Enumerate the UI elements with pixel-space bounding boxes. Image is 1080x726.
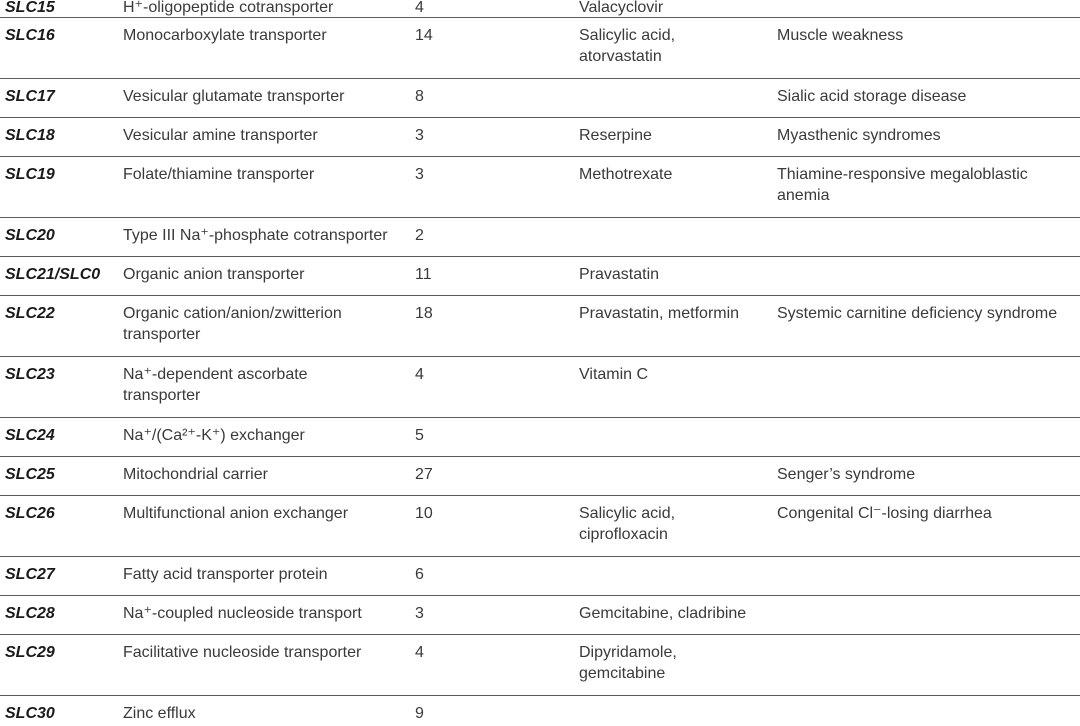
table-row bbox=[0, 635, 1080, 696]
disease-cell: Congenital Cl⁻-losing diarrhea bbox=[777, 505, 992, 522]
family-cell: SLC15 bbox=[5, 0, 55, 16]
drugs-cell: Vitamin C bbox=[579, 366, 649, 383]
family-cell: SLC28 bbox=[5, 605, 55, 622]
description-cell: Type III Na⁺-phosphate cotransporter bbox=[123, 227, 388, 244]
member-count-cell: 4 bbox=[415, 366, 424, 383]
description-cell: Zinc efflux bbox=[123, 705, 196, 722]
member-count-cell: 9 bbox=[415, 705, 424, 722]
description-cell: Vesicular glutamate transporter bbox=[123, 88, 345, 105]
member-count-cell: 27 bbox=[415, 466, 433, 483]
table-row bbox=[0, 0, 1080, 18]
table-row bbox=[0, 157, 1080, 218]
description-cell: Monocarboxylate transporter bbox=[123, 27, 327, 44]
family-cell: SLC27 bbox=[5, 566, 55, 583]
table-row bbox=[0, 557, 1080, 596]
member-count-cell: 18 bbox=[415, 305, 433, 322]
drugs-cell: Salicylic acid, ciprofloxacin bbox=[579, 505, 676, 543]
drugs-cell: Valacyclovir bbox=[579, 0, 664, 16]
table-row bbox=[0, 696, 1080, 726]
table-row bbox=[0, 218, 1080, 257]
table-row bbox=[0, 18, 1080, 79]
member-count-cell: 14 bbox=[415, 27, 433, 44]
drugs-cell: Pravastatin bbox=[579, 266, 660, 283]
member-count-cell: 6 bbox=[415, 566, 424, 583]
description-cell: Multifunctional anion exchanger bbox=[123, 505, 349, 522]
family-cell: SLC17 bbox=[5, 88, 55, 105]
table-row bbox=[0, 418, 1080, 457]
member-count-cell: 4 bbox=[415, 0, 424, 16]
member-count-cell: 3 bbox=[415, 127, 424, 144]
member-count-cell: 4 bbox=[415, 644, 424, 661]
description-cell: Organic anion transporter bbox=[123, 266, 305, 283]
description-cell: Na⁺-coupled nucleoside transport bbox=[123, 605, 362, 622]
family-cell: SLC24 bbox=[5, 427, 55, 444]
table-row bbox=[0, 457, 1080, 496]
description-cell: Vesicular amine transporter bbox=[123, 127, 318, 144]
table-row bbox=[0, 296, 1080, 357]
table-row bbox=[0, 257, 1080, 296]
family-cell: SLC23 bbox=[5, 366, 55, 383]
table-row bbox=[0, 596, 1080, 635]
disease-cell: Systemic carnitine deficiency syndrome bbox=[777, 305, 1058, 322]
description-cell: Organic cation/anion/zwitterion transporter bbox=[123, 305, 342, 343]
disease-cell: Thiamine-responsive megaloblastic anemia bbox=[777, 166, 1028, 204]
family-cell: SLC22 bbox=[5, 305, 55, 322]
family-cell: SLC21/SLC0 bbox=[5, 266, 101, 283]
family-cell: SLC19 bbox=[5, 166, 55, 183]
member-count-cell: 2 bbox=[415, 227, 424, 244]
member-count-cell: 3 bbox=[415, 605, 424, 622]
family-cell: SLC30 bbox=[5, 705, 55, 722]
member-count-cell: 11 bbox=[415, 266, 432, 283]
family-cell: SLC29 bbox=[5, 644, 55, 661]
drugs-cell: Pravastatin, metformin bbox=[579, 305, 740, 322]
table-row bbox=[0, 357, 1080, 418]
table-row bbox=[0, 496, 1080, 557]
family-cell: SLC18 bbox=[5, 127, 55, 144]
description-cell: Na⁺/(Ca²⁺-K⁺) exchanger bbox=[123, 427, 305, 444]
member-count-cell: 10 bbox=[415, 505, 433, 522]
description-cell: Folate/thiamine transporter bbox=[123, 166, 315, 183]
drugs-cell: Salicylic acid, atorvastatin bbox=[579, 27, 676, 65]
description-cell: Fatty acid transporter protein bbox=[123, 566, 328, 583]
member-count-cell: 5 bbox=[415, 427, 424, 444]
family-cell: SLC25 bbox=[5, 466, 55, 483]
member-count-cell: 8 bbox=[415, 88, 424, 105]
drugs-cell: Dipyridamole, gemcitabine bbox=[579, 644, 677, 682]
table-row bbox=[0, 79, 1080, 118]
disease-cell: Muscle weakness bbox=[777, 27, 904, 44]
description-cell: Mitochondrial carrier bbox=[123, 466, 268, 483]
description-cell: Facilitative nucleoside transporter bbox=[123, 644, 362, 661]
table-row bbox=[0, 118, 1080, 157]
disease-cell: Sialic acid storage disease bbox=[777, 88, 967, 105]
description-cell: H⁺-oligopeptide cotransporter bbox=[123, 0, 334, 16]
disease-cell: Myasthenic syndromes bbox=[777, 127, 941, 144]
drugs-cell: Gemcitabine, cladribine bbox=[579, 605, 747, 622]
family-cell: SLC16 bbox=[5, 27, 55, 44]
drugs-cell: Methotrexate bbox=[579, 166, 673, 183]
family-cell: SLC26 bbox=[5, 505, 55, 522]
family-cell: SLC20 bbox=[5, 227, 55, 244]
drugs-cell: Reserpine bbox=[579, 127, 652, 144]
member-count-cell: 3 bbox=[415, 166, 424, 183]
disease-cell: Senger’s syndrome bbox=[777, 466, 916, 483]
description-cell: Na⁺-dependent ascorbate transporter bbox=[123, 366, 308, 404]
